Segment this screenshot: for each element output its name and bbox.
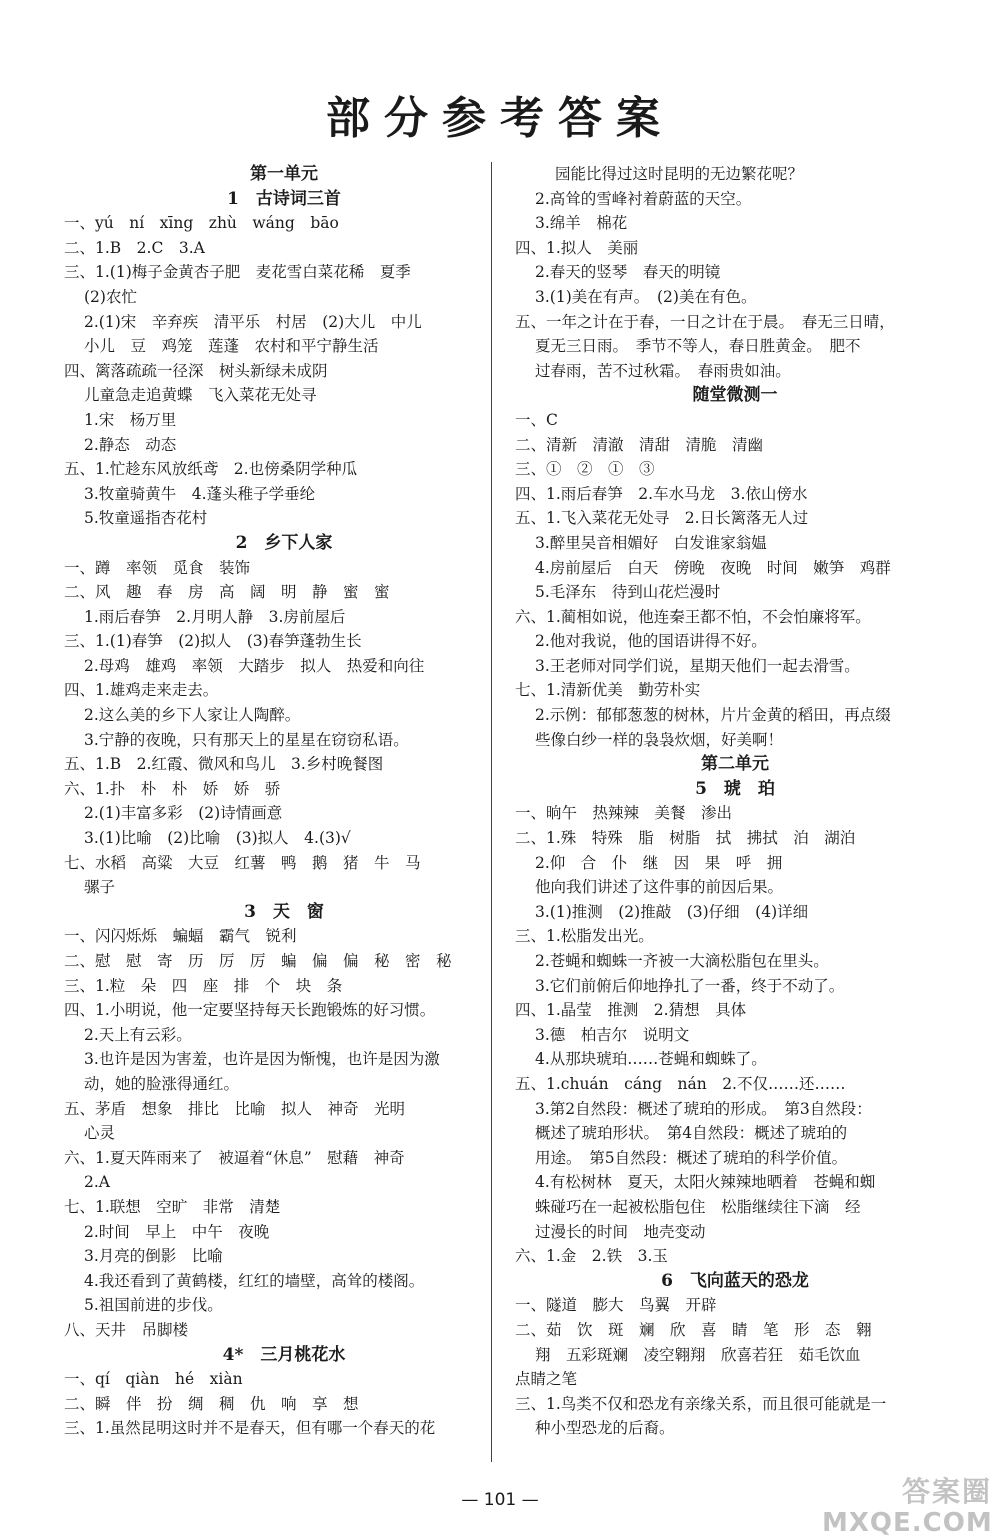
answer-line: 五、茅盾 想象 排比 比喻 拟人 神奇 光明 bbox=[64, 1099, 406, 1118]
answer-line: 四、1.雄鸡走来走去。 bbox=[64, 681, 219, 700]
section-heading: 第一单元 bbox=[250, 164, 318, 184]
answer-line: 2.高耸的雪峰衬着蔚蓝的天空。 bbox=[535, 189, 752, 208]
answer-line: 3.宁静的夜晚，只有那天上的星星在窃窃私语。 bbox=[84, 730, 409, 749]
answer-line: 过漫长的时间 地壳变动 bbox=[535, 1222, 706, 1241]
answer-line: 骡子 bbox=[84, 878, 116, 897]
answer-line: 二、慰 慰 寄 历 厉 厉 蝙 偏 偏 秘 密 秘 bbox=[64, 952, 452, 970]
answer-line: 七、1.联想 空旷 非常 清楚 bbox=[64, 1197, 281, 1216]
answer-line: 2.母鸡 雄鸡 率领 大踏步 拟人 热爱和向往 bbox=[84, 656, 425, 675]
answer-line: 三、① ② ① ③ bbox=[515, 460, 655, 479]
answer-line: 动，她的脸涨得通红。 bbox=[84, 1074, 240, 1093]
answer-line: 四、篱落疏疏一径深 树头新绿未成阴 bbox=[64, 361, 328, 380]
answer-line: 一、C bbox=[515, 410, 558, 429]
answer-line: 1.宋 杨万里 bbox=[84, 410, 177, 429]
answer-line: 5.祖国前进的步伐。 bbox=[84, 1296, 223, 1315]
answer-line: 3.王老师对同学们说，星期天他们一起去滑雪。 bbox=[535, 656, 860, 675]
answer-line: 园能比得过这时昆明的无边繁花呢？ bbox=[555, 165, 804, 183]
answer-line: 3.月亮的倒影 比喻 bbox=[84, 1247, 223, 1266]
section-heading: 2 乡下人家 bbox=[235, 532, 333, 553]
left-answer-column bbox=[64, 162, 504, 1441]
column-divider bbox=[491, 162, 492, 1462]
watermark bbox=[822, 1470, 993, 1538]
section-heading: 1 古诗词三首 bbox=[227, 188, 341, 209]
answer-line: 一、晌午 热辣辣 美餐 渗出 bbox=[515, 804, 733, 823]
answer-line: 蛛碰巧在一起被松脂包住 松脂继续往下滴 经 bbox=[535, 1197, 861, 1216]
answer-line: 用途。 第5自然段：概述了琥珀的科学价值。 bbox=[535, 1148, 848, 1167]
answer-line: 2.(1)宋 辛弃疾 清平乐 村居 (2)大儿 中儿 bbox=[84, 312, 422, 331]
answer-line: 五、一年之计在于春，一日之计在于晨。 春无三日晴， bbox=[515, 312, 895, 331]
answer-line: 二、瞬 伴 扮 绸 稠 仇 响 享 想 bbox=[64, 1394, 359, 1413]
answer-line: 二、风 趣 春 房 高 阔 明 静 蜜 蜜 bbox=[64, 583, 390, 602]
answer-line: 一、闪闪烁烁 蝙蝠 霸气 锐利 bbox=[64, 927, 297, 946]
answer-line: 六、1.夏天阵雨来了 被逼着“休息” 慰藉 神奇 bbox=[64, 1148, 405, 1167]
answer-line: 三、1.(1)梅子金黄杏子肥 麦花雪白菜花稀 夏季 bbox=[64, 263, 411, 282]
answer-line: 3.(1)比喻 (2)比喻 (3)拟人 4.(3)√ bbox=[84, 829, 351, 848]
answer-line: (2)农忙 bbox=[84, 287, 137, 306]
answer-line: 2.仰 合 仆 继 因 果 呼 拥 bbox=[535, 853, 783, 872]
answer-line: 3.(1)美在有声。 (2)美在有色。 bbox=[535, 287, 757, 306]
answer-line: 二、1.B 2.C 3.A bbox=[64, 238, 205, 257]
section-heading: 3 天 窗 bbox=[244, 901, 324, 922]
answer-line: 4.有松树林 夏天，太阳火辣辣地晒着 苍蝇和蜘 bbox=[535, 1173, 876, 1192]
answer-line: 种小型恐龙的后裔。 bbox=[535, 1419, 675, 1438]
answer-line: 3.绵羊 棉花 bbox=[535, 214, 628, 233]
answer-line: 3.也许是因为害羞，也许是因为惭愧，也许是因为激 bbox=[84, 1050, 440, 1069]
answer-line: 3.醉里吴音相媚好 白发谁家翁媪 bbox=[535, 533, 767, 552]
answer-line: 些像白纱一样的袅袅炊烟，好美啊！ bbox=[535, 730, 784, 749]
answer-line: 六、1.金 2.铁 3.玉 bbox=[515, 1247, 668, 1266]
answer-line: 4.房前屋后 白天 傍晚 夜晚 时间 嫩笋 鸡群 bbox=[535, 558, 891, 577]
section-heading: 随堂微测一 bbox=[692, 385, 778, 406]
answer-line: 四、1.雨后春笋 2.车水马龙 3.依山傍水 bbox=[515, 484, 808, 503]
answer-line: 心灵 bbox=[84, 1124, 116, 1143]
answer-line: 2.时间 早上 中午 夜晚 bbox=[84, 1222, 270, 1241]
answer-line: 夏无三日雨。 季节不等人，春日胜黄金。 肥不 bbox=[535, 337, 861, 356]
answer-line: 三、1.(1)春笋 (2)拟人 (3)春笋蓬勃生长 bbox=[64, 632, 362, 651]
answer-line: 六、1.扑 朴 朴 娇 娇 骄 bbox=[64, 779, 281, 798]
answer-line: 四、1.小明说，他一定要坚持每天长跑锻炼的好习惯。 bbox=[64, 1001, 436, 1020]
answer-line: 二、清新 清澈 清甜 清脆 清幽 bbox=[515, 435, 764, 454]
answer-line: 四、1.晶莹 推测 2.猜想 具体 bbox=[515, 1001, 747, 1020]
answer-line: 一、yú ní xīng zhù wáng bāo bbox=[64, 214, 339, 233]
answer-line: 2.(1)丰富多彩 (2)诗情画意 bbox=[84, 804, 283, 823]
answer-line: 3.德 柏吉尔 说明文 bbox=[535, 1025, 690, 1044]
answer-line: 2.示例：郁郁葱葱的树林，片片金黄的稻田，再点缀 bbox=[535, 706, 891, 725]
answer-line: 五、1.忙趁东风放纸鸢 2.也傍桑阴学种瓜 bbox=[64, 460, 358, 479]
answer-line: 七、1.清新优美 勤劳朴实 bbox=[515, 681, 701, 700]
answer-line: 点睛之笔 bbox=[515, 1370, 578, 1389]
answer-line: 一、qí qiàn hé xiàn bbox=[64, 1370, 243, 1389]
answer-line: 七、水稻 高粱 大豆 红薯 鸭 鹅 猪 牛 马 bbox=[64, 853, 421, 872]
answer-line: 二、茹 饮 斑 斓 欣 喜 睛 笔 形 态 翱 bbox=[515, 1320, 872, 1339]
answer-line: 4.从那块琥珀……苍蝇和蜘蛛了。 bbox=[535, 1050, 767, 1069]
answer-line: 2.这么美的乡下人家让人陶醉。 bbox=[84, 706, 301, 725]
answer-line: 一、蹲 率领 觅食 装饰 bbox=[64, 558, 251, 577]
answer-line: 5.毛泽东 待到山花烂漫时 bbox=[535, 583, 721, 602]
answer-line: 2.天上有云彩。 bbox=[84, 1025, 192, 1044]
answer-line: 四、1.拟人 美丽 bbox=[515, 238, 639, 257]
answer-line: 过春雨，苦不过秋霜。 春雨贵如油。 bbox=[535, 361, 791, 380]
answer-line: 3.第2自然段：概述了琥珀的形成。 第3自然段： bbox=[535, 1099, 872, 1118]
answer-line: 2.静态 动态 bbox=[84, 435, 177, 454]
section-heading: 5 琥 珀 bbox=[695, 778, 775, 799]
answer-line: 三、1.粒 朵 四 座 排 个 块 条 bbox=[64, 976, 343, 995]
answer-line: 八、天井 吊脚楼 bbox=[64, 1320, 189, 1339]
answer-line: 2.春天的竖琴 春天的明镜 bbox=[535, 263, 721, 282]
answer-line: 3.牧童骑黄牛 4.蓬头稚子学垂纶 bbox=[84, 484, 316, 503]
answer-line: 二、1.殊 特殊 脂 树脂 拭 拂拭 泊 湖泊 bbox=[515, 829, 856, 848]
section-heading: 第二单元 bbox=[701, 754, 769, 775]
answer-line: 4.我还看到了黄鹤楼，红红的墙壁，高耸的楼阁。 bbox=[84, 1271, 425, 1290]
page-number: — 101 — bbox=[461, 1490, 539, 1510]
answer-line: 概述了琥珀形状。 第4自然段：概述了琥珀的 bbox=[535, 1124, 848, 1143]
answer-line: 六、1.蔺相如说，他连秦王都不怕，不会怕廉将军。 bbox=[515, 607, 871, 626]
watermark-logo: 答案圈 bbox=[901, 1475, 992, 1508]
answer-line: 五、1.飞入菜花无处寻 2.日长篱落无人过 bbox=[515, 509, 809, 528]
answer-line: 3.它们前俯后仰地挣扎了一番，终于不动了。 bbox=[535, 976, 845, 995]
page-title: 部分参考答案 bbox=[326, 93, 674, 144]
section-heading: 4* 三月桃花水 bbox=[222, 1344, 346, 1365]
answer-line: 2.苍蝇和蜘蛛一齐被一大滴松脂包在里头。 bbox=[535, 952, 829, 970]
answer-line: 五、1.B 2.红霞、微风和鸟儿 3.乡村晚餐图 bbox=[64, 755, 384, 774]
right-answer-column bbox=[515, 162, 955, 1441]
answer-line: 儿童急走追黄蝶 飞入菜花无处寻 bbox=[84, 386, 317, 405]
answer-line: 翔 五彩斑斓 凌空翱翔 欣喜若狂 茹毛饮血 bbox=[535, 1345, 861, 1364]
answer-line: 他向我们讲述了这件事的前因后果。 bbox=[535, 878, 784, 897]
answer-line: 5.牧童遥指杏花村 bbox=[84, 509, 208, 528]
answer-line: 三、1.松脂发出光。 bbox=[515, 927, 654, 946]
answer-line: 三、1.虽然昆明这时并不是春天，但有哪一个春天的花 bbox=[64, 1419, 436, 1438]
answer-line: 三、1.鸟类不仅和恐龙有亲缘关系，而且很可能就是一 bbox=[515, 1394, 887, 1413]
section-heading: 6 飞向蓝天的恐龙 bbox=[661, 1270, 809, 1291]
watermark-url: MXQE.COM bbox=[822, 1508, 993, 1538]
answer-line: 1.雨后春笋 2.月明人静 3.房前屋后 bbox=[84, 607, 346, 626]
answer-line: 2.他对我说，他的国语讲得不好。 bbox=[535, 632, 767, 651]
answer-line: 3.(1)推测 (2)推敲 (3)仔细 (4)详细 bbox=[535, 902, 809, 921]
answer-line: 2.A bbox=[84, 1173, 110, 1192]
answer-line: 一、隧道 膨大 鸟翼 开辟 bbox=[515, 1296, 717, 1315]
answer-line: 小儿 豆 鸡笼 莲蓬 农村和平宁静生活 bbox=[84, 337, 379, 356]
answer-line: 五、1.chuán cáng nán 2.不仅……还…… bbox=[515, 1074, 846, 1093]
